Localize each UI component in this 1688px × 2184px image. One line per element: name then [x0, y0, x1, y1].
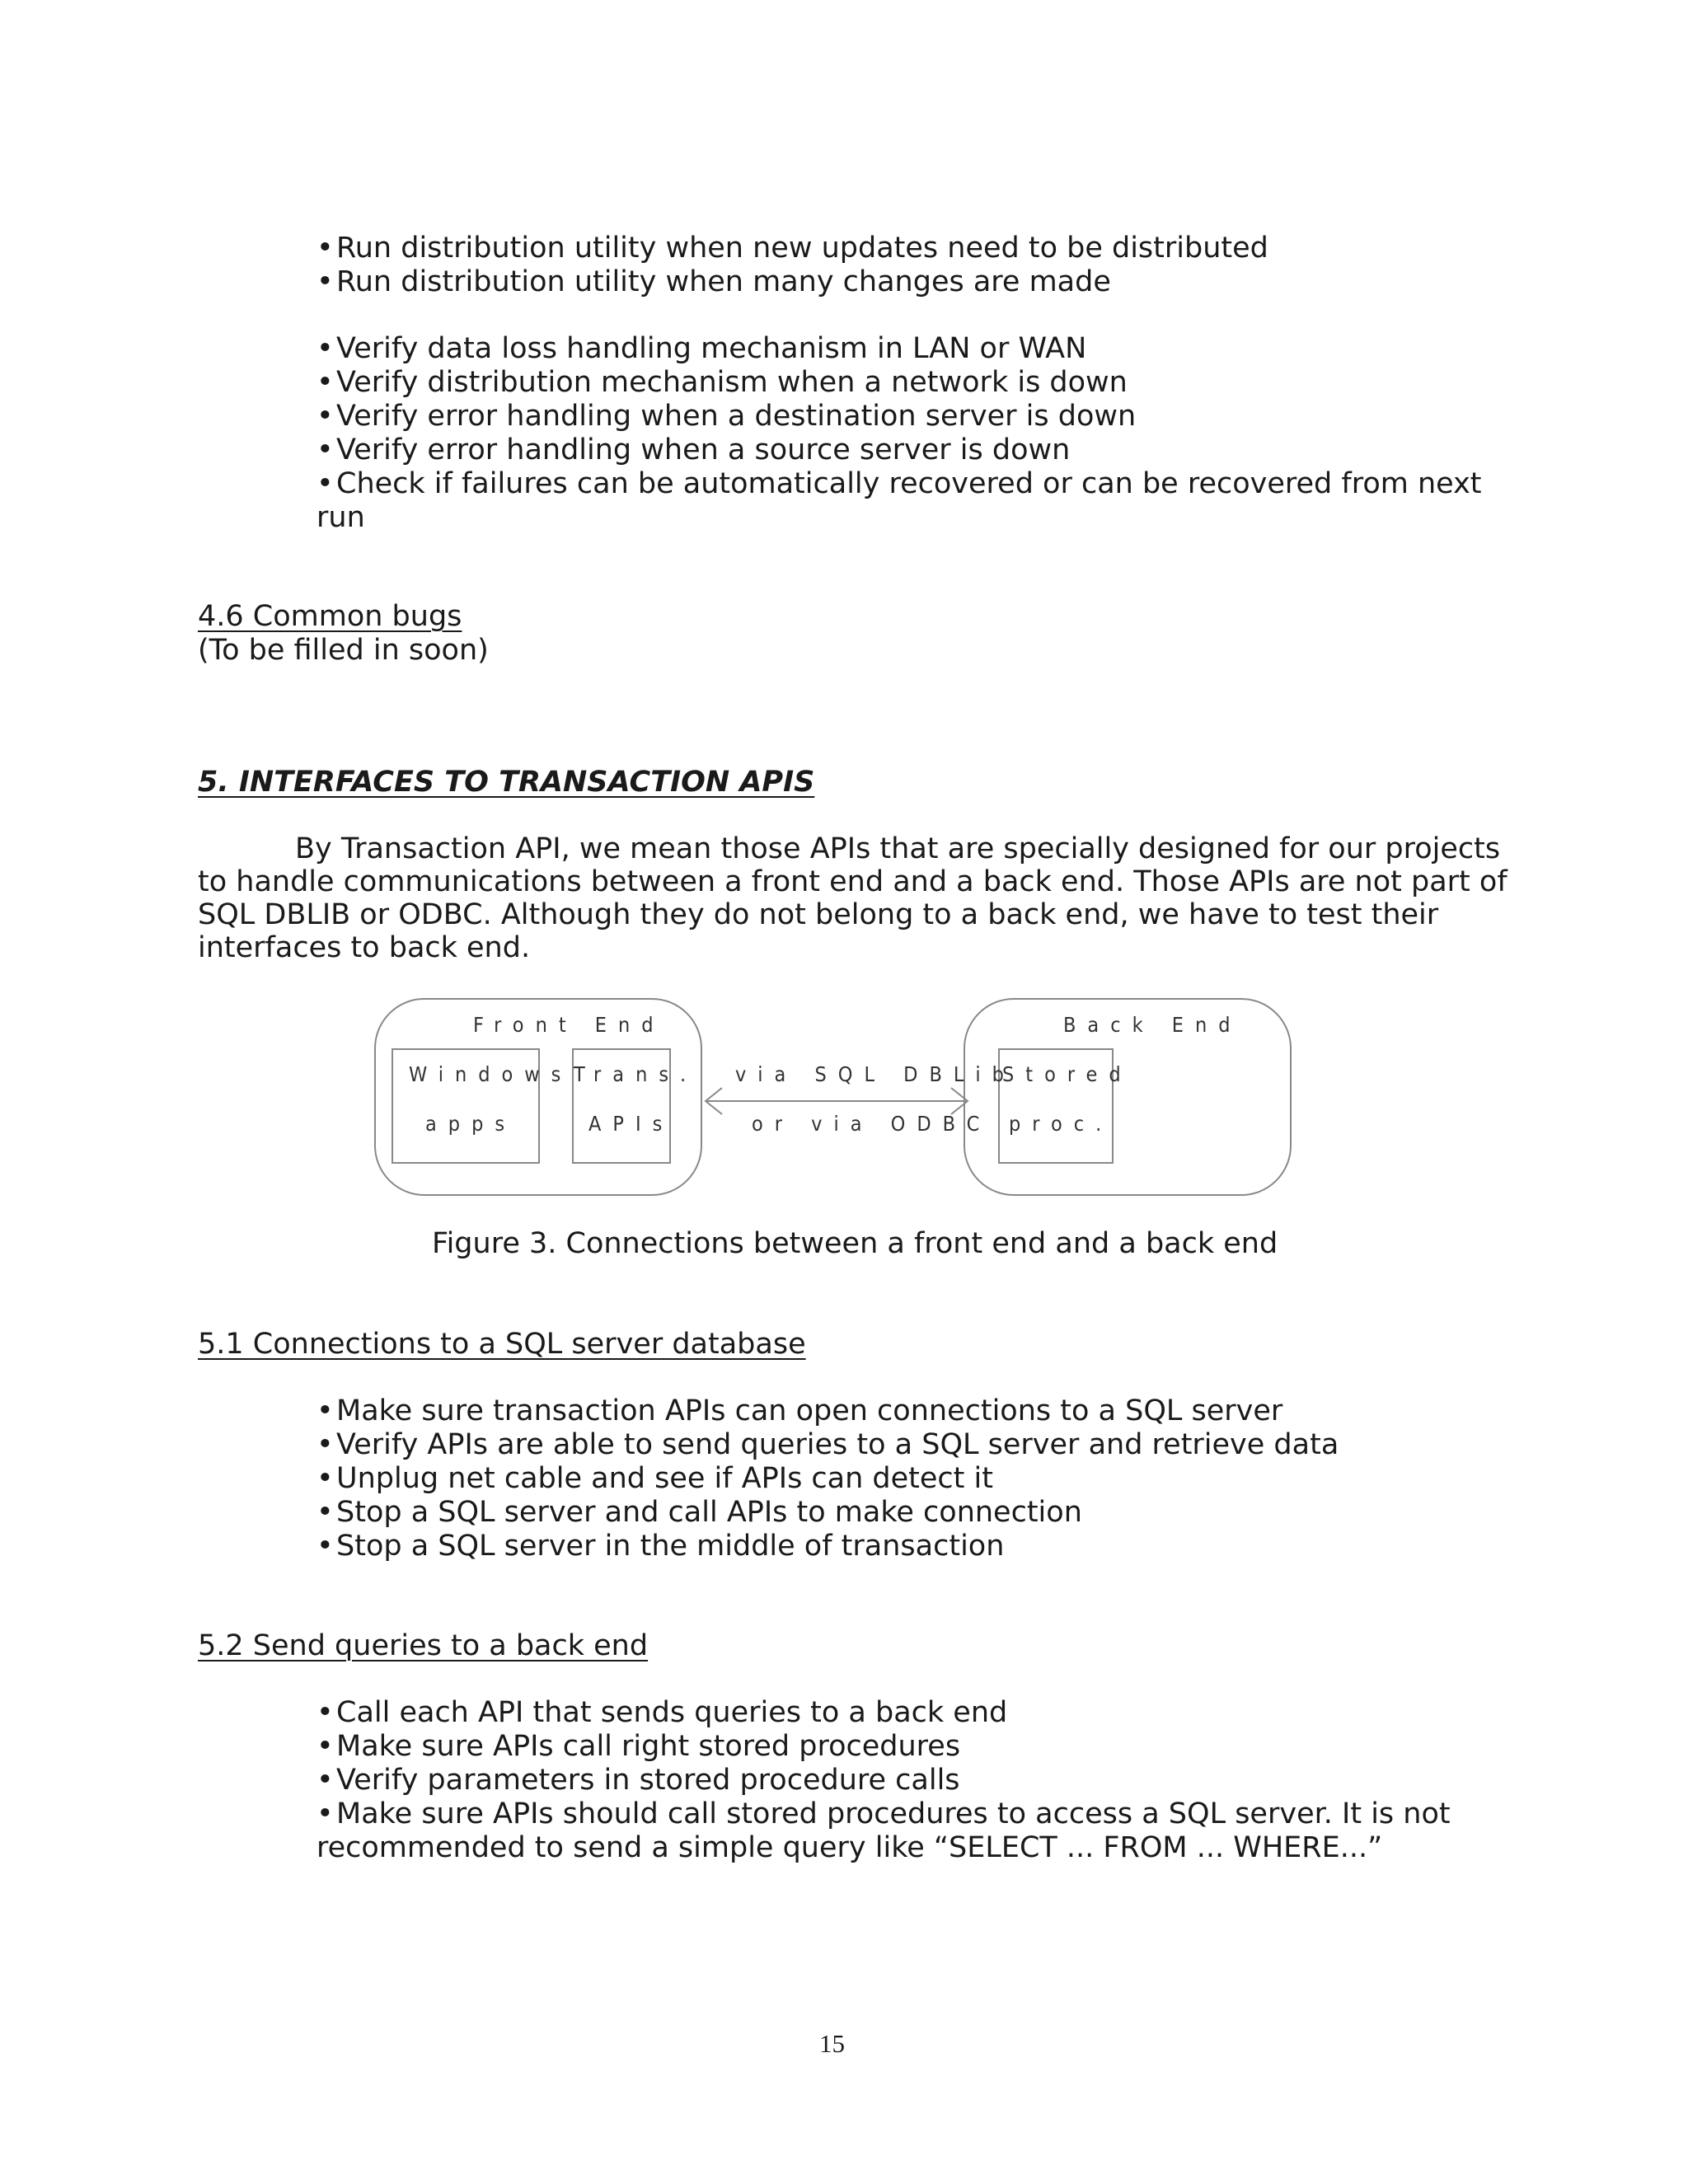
proc-label: proc. [1009, 1112, 1114, 1136]
list-item: Stop a SQL server in the middle of transaction [336, 1530, 1005, 1563]
section-note: (To be filled in soon) [198, 634, 489, 667]
stored-label: Stored [1002, 1062, 1132, 1086]
or-via-label: or via ODBC [752, 1112, 992, 1136]
bullet: • [316, 232, 334, 265]
via-sql-label: via SQL DBLib [735, 1062, 1015, 1086]
bullet: • [316, 1394, 334, 1427]
chapter-heading: 5. INTERFACES TO TRANSACTION APIS [198, 766, 815, 799]
section-heading: 5.2 Send queries to a back end [198, 1629, 649, 1662]
list-item: Make sure transaction APIs can open connections to a SQL server [336, 1394, 1283, 1427]
bullet: • [316, 400, 334, 433]
bullet: • [316, 1764, 334, 1797]
bullet: • [316, 434, 334, 466]
bullet: • [316, 1730, 334, 1763]
list-item: Verify parameters in stored procedure calls [336, 1764, 960, 1797]
list-item: Unplug net cable and see if APIs can detect it [336, 1462, 993, 1495]
front-end-label: Front End [473, 1013, 665, 1037]
list-item: Verify data loss handling mechanism in LAN or WAN [336, 332, 1087, 365]
list-item: Run distribution utility when new updates need to be distributed [336, 232, 1268, 265]
section-heading: 4.6 Common bugs [198, 600, 462, 633]
paragraph-line: interfaces to back end. [198, 931, 531, 964]
list-item: Verify APIs are able to send queries to a SQL server and retrieve data [336, 1428, 1339, 1461]
list-item: Stop a SQL server and call APIs to make connection [336, 1496, 1082, 1529]
list-item: Make sure APIs should call stored procedures to access a SQL server. It is not [336, 1797, 1451, 1830]
bullet: • [316, 1696, 334, 1729]
bullet: • [316, 265, 334, 298]
list-item: Run distribution utility when many changes are made [336, 265, 1111, 298]
bullet: • [316, 1462, 334, 1495]
list-item: Verify distribution mechanism when a network is down [336, 366, 1128, 399]
list-item-wrap: recommended to send a simple query like “SELECT ... FROM ... WHERE...” [316, 1831, 1383, 1864]
paragraph-line: to handle communications between a front end and a back end. Those APIs are not part of [198, 865, 1507, 898]
apis-label: APIs [588, 1112, 674, 1136]
paragraph-line: SQL DBLIB or ODBC. Although they do not belong to a back end, we have to test their [198, 898, 1439, 931]
bullet: • [316, 467, 334, 500]
list-item: Check if failures can be automatically recovered or can be recovered from next [336, 467, 1482, 500]
page-number: 15 [819, 2029, 845, 2058]
list-item: Call each API that sends queries to a back end [336, 1696, 1008, 1729]
bullet: • [316, 1530, 334, 1563]
bullet: • [316, 1797, 334, 1830]
list-item: Verify error handling when a destination server is down [336, 400, 1137, 433]
trans-label: Trans. [574, 1062, 698, 1086]
bullet: • [316, 366, 334, 399]
section-heading: 5.1 Connections to a SQL server database [198, 1328, 806, 1361]
list-item-wrap: run [316, 501, 365, 534]
windows-label: Windows [409, 1062, 573, 1086]
bullet: • [316, 332, 334, 365]
apps-label: apps [425, 1112, 517, 1136]
back-end-label: Back End [1063, 1013, 1242, 1037]
bullet: • [316, 1428, 334, 1461]
figure-caption: Figure 3. Connections between a front end and a back end [432, 1227, 1278, 1260]
bullet: • [316, 1496, 334, 1529]
list-item: Make sure APIs call right stored procedures [336, 1730, 961, 1763]
list-item: Verify error handling when a source server is down [336, 434, 1071, 466]
paragraph-line: By Transaction API, we mean those APIs that are specially designed for our projects [295, 832, 1501, 865]
